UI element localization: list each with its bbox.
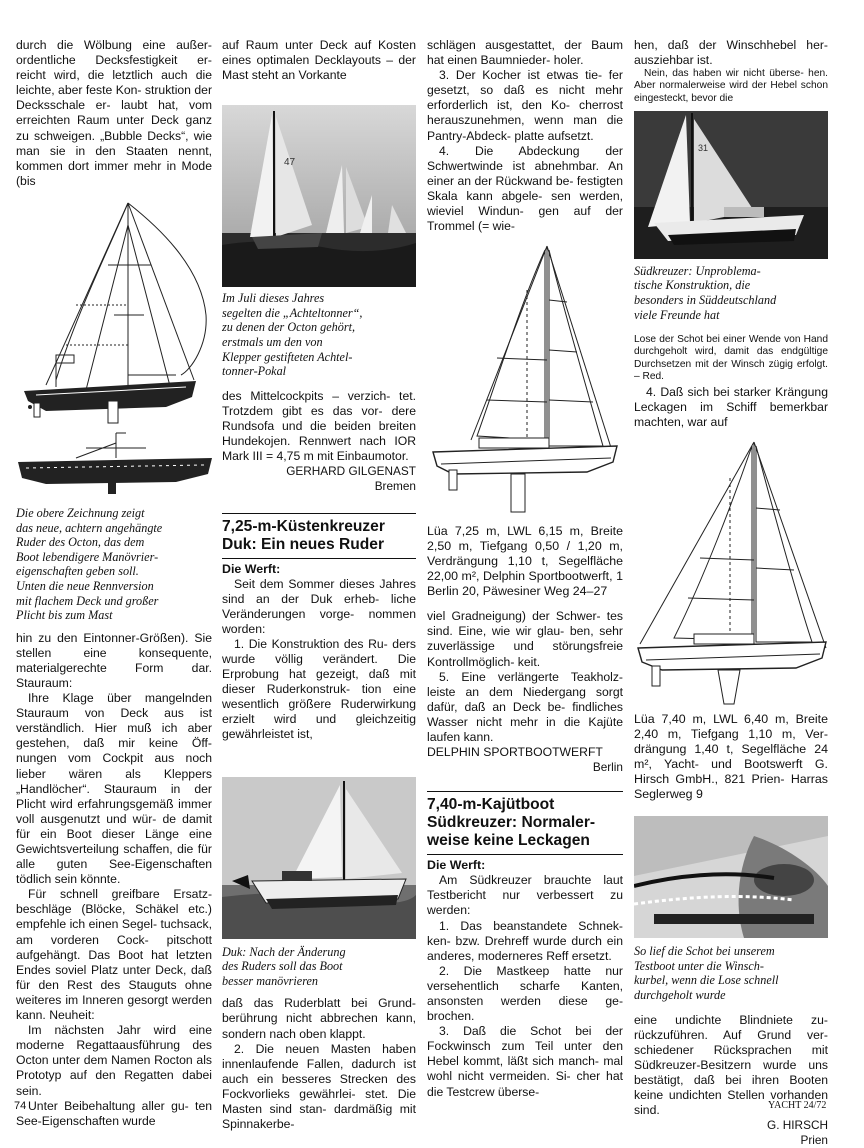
- article-text-octon-body: [16, 631, 212, 1129]
- paragraph: 2. Die neuen Masten haben innenlaufende Fallen, dadurch ist auch ein besseres Strecken des Fockvorlieks gewährlei- stet. Die Masten sind stan- dardmäßig mit Spinnakerbe-: [222, 1041, 416, 1132]
- paragraph: Unter Beibehaltung aller gu- ten See-Eigenschaften wurde: [16, 1098, 212, 1128]
- column-1: [16, 38, 212, 1129]
- svg-text:31: 31: [698, 142, 709, 153]
- column-2: [222, 38, 416, 1132]
- headline-line: 7,25-m-Küstenkreuzer: [222, 517, 385, 535]
- paragraph: schlägen ausgestattet, der Baum hat einen Baumnieder- holer.: [427, 38, 623, 68]
- caption-line: zu denen der Octon gehört,: [222, 320, 356, 335]
- paragraph: Ihre Klage über mangelnden Stauraum von Deck aus ist verständlich. Hier muß ich aber gestehen, daß mir keine Öff- nungen vom Cockpit aus noch lieber wären als Kleppers „Handlöcher“. Stauraum in der Plicht wird erfahrungsgemäß immer voll ausgenutzt und wür- de damit für ein Boot dieser Länge eine Gewichtsverteilung schaffen, die für alle guten See-Eigenschaften tödlich sein könnte.: [16, 691, 212, 887]
- caption-line: segelten die „Achteltonner“,: [222, 305, 363, 320]
- column-3: [427, 38, 623, 1100]
- caption-line: des Ruders soll das Boot: [222, 959, 343, 974]
- caption-line: Boot lebendigere Manövrier-: [16, 549, 159, 564]
- paragraph: Am Südkreuzer brauchte laut Testbericht nur verbessert zu werden:: [427, 873, 623, 918]
- headline-line: 7,40-m-Kajütboot: [427, 796, 555, 814]
- caption-line: kurbel, wenn die Lose schnell: [634, 973, 779, 988]
- duk-headline: [222, 518, 416, 554]
- article-text-duk-end: [427, 609, 623, 745]
- note-text: Nein, das haben wir nicht überse- hen. Aber normalerweise wird der Hebel schon eingesteckt, bevor die: [634, 68, 828, 104]
- paragraph: 1. Die Konstruktion des Ru- ders wurde völlig verändert. Die Erprobung hat gezeigt, daß mit dieser Ruderkonstruk- tion eine wesentlich größere Ruderwirkung erzielt wird und gleichzeitig gewährleistet ist,: [222, 636, 416, 742]
- suedkreuzer-photo-caption: [634, 264, 828, 322]
- section-divider: [222, 558, 416, 559]
- article-text-duk-points: [427, 38, 623, 234]
- article-text-duk-cont: [222, 996, 416, 1132]
- paragraph: des Mittelcockpits – verzich- tet. Trotzdem gibt es das vor- dere Rundsofa und die beiden breiten Hundekojen. Rennwert nach IOR Mark III = 4,75 m mit Einbaumotor.: [222, 388, 416, 464]
- spec-text: Lüa 7,25 m, LWL 6,15 m, Breite 2,50 m, Tiefgang 0,50 / 1,20 m, Verdrängung 1,10 t, Segelfläche 22,00 m², Delphin Sportbootwerft, 1 Berlin 20, Päwesiner Weg 24–27: [427, 524, 623, 599]
- spec-text: Lüa 7,40 m, LWL 6,40 m, Breite 2,40 m, Tiefgang 1,10 m, Ver- drängung 1,40 t, Segelfläche 24 m², Yacht- und Bootswerft G. Hirsch GmbH., 821 Prien- Harras Seglerweg 9: [634, 712, 828, 802]
- paragraph: 5. Eine verlängerte Teakholz- leiste an dem Niedergang sorgt dafür, daß an Deck be- findliches Wasser nicht mehr in die Kajüte laufen kann.: [427, 669, 623, 744]
- paragraph: Für schnell greifbare Ersatz- beschläge (Blöcke, Schäkel etc.) empfehle ich einen Segel- tuchsack, am vorderen Cock- pitschott aufgehängt. Das Boot hat letzten Endes soviel Platz unter Deck, daß für den Rest des Stauguts ohne weiteres im Inneren gesorgt werden kann. Neuheit:: [16, 887, 212, 1023]
- paragraph: hen, daß der Winschhebel her- ausziehbar ist.: [634, 38, 828, 68]
- caption-line: Testboot unter die Winsch-: [634, 958, 764, 973]
- werft-city: Berlin: [592, 760, 623, 775]
- caption-line: tische Konstruktion, die: [634, 278, 751, 293]
- paragraph: 4. Die Abdeckung der Schwertwinde ist abnehmbar. An einer an der Rückwand be- festigten Skala kann abgele- sen werden, wieviel Windun- gen auf der Trommel (= wie-: [427, 143, 623, 234]
- suedkreuzer-headline: [427, 796, 623, 850]
- editor-note-cont: [634, 334, 828, 383]
- article-text-octon-cont: [222, 38, 416, 83]
- caption-line: Duk: Nach der Änderung: [222, 944, 346, 959]
- section-divider: [427, 791, 623, 792]
- suedkreuzer-sail-plan-drawing-icon: [634, 438, 828, 710]
- section-divider: [427, 854, 623, 855]
- headline-line: weise keine Leckagen: [427, 832, 590, 850]
- paragraph: auf Raum unter Deck auf Kosten eines optimalen Decklayouts – der Mast steht an Vorkante: [222, 38, 416, 83]
- octon-race-version-drawing-icon: [16, 428, 212, 500]
- caption-line: So lief die Schot bei unserem: [634, 944, 775, 959]
- caption-line: Südkreuzer: Unproblema-: [634, 263, 761, 278]
- author-city: Prien: [800, 1133, 828, 1148]
- paragraph: durch die Wölbung eine außer- ordentliche Decksfestigkeit er- reicht wird, die letztlich auch die leichte, aber feste Kon- struktion der Decksschale er- laubt hat, vom erreichten Raum unter Deck ganz zu schweigen. „Bubble Decks“, wie man sie in den Staaten nennt, kommen dort immer mehr in Mode (bis: [16, 38, 212, 188]
- editor-note: [634, 68, 828, 105]
- suedkreuzer-sailing-photo-icon: [634, 111, 828, 259]
- article-text-suedkreuzer-cont: [634, 38, 828, 68]
- column-4: [634, 38, 828, 1148]
- paragraph: 2. Die Mastkeep hatte nur versehentlich scharfe Kanten, ansonsten werden diese ge- brochen.: [427, 963, 623, 1024]
- author-signature: GERHARD GILGENAST: [286, 464, 416, 479]
- caption-line: Ruder des Octon, das dem: [16, 535, 145, 550]
- headline-line: Duk: Ein neues Ruder: [222, 535, 385, 553]
- duk-sail-plan-drawing-icon: [427, 240, 623, 520]
- octon-drawing-caption: [16, 506, 212, 623]
- caption-line: mit flachem Deck und großer: [16, 593, 159, 608]
- caption-line: viele Freunde hat: [634, 307, 720, 322]
- article-text-octon-end: [222, 389, 416, 464]
- paragraph: 3. Daß die Schot bei der Fockwinsch zum Teil unter den Hebel kommt, läßt sich manch- mal wohl nicht vermeiden. Si- cher hat die Testcrew überse-: [427, 1024, 623, 1099]
- suedkreuzer-specifications: [634, 712, 828, 802]
- author-signature: G. HIRSCH: [767, 1118, 828, 1133]
- paragraph: 3. Der Kocher ist etwas tie- fer gesetzt, so daß es nicht mehr erforderlich ist, den Ko- cherrost herauszunehmen, wenn man die Pantry-Abdeck- platte aufsetzt.: [427, 68, 623, 143]
- paragraph: Im nächsten Jahr wird eine moderne Regattaausführung des Octon unter dem Namen Rocton als Prototyp auf den Regatten dabei sein.: [16, 1023, 212, 1098]
- duk-photo-caption: [222, 945, 416, 989]
- caption-line: das neue, achtern angehängte: [16, 520, 163, 535]
- caption-line: eigenschaften geben soll.: [16, 564, 139, 579]
- caption-line: Klepper gestifteten Achtel-: [222, 349, 353, 364]
- paragraph: eine undichte Blindniete zu- rückzuführen. Auf Grund ver- schiedener Rücksprachen mit Südkreuzer-Besitzern wurde uns bestätigt, daß bei ihren Booten keine undichten Stellen vorhanden sind.: [634, 1012, 828, 1118]
- author-city: Bremen: [374, 479, 416, 494]
- article-text-suedkreuzer: [427, 873, 623, 1099]
- paragraph: 1. Das beanstandete Schnek- ken- bzw. Drehreff wurde durch ein anderes, moderneres Reff ersetzt.: [427, 918, 623, 963]
- caption-line: erstmals um den von: [222, 335, 323, 350]
- paragraph: hin zu den Eintonner-Größen). Sie stellen eine konsequente, materialgerechte Form dar. Stauraum:: [16, 630, 212, 690]
- article-text-leckagen: [634, 385, 828, 430]
- caption-line: Unten die neue Rennversion: [16, 578, 154, 593]
- winch-sheet-photo-icon: [634, 816, 828, 938]
- caption-line: tonner-Pokal: [222, 364, 287, 379]
- duk-sailing-photo-icon: [222, 777, 416, 939]
- caption-line: Im Juli dieses Jahres: [222, 291, 325, 306]
- werft-label: Die Werft:: [222, 561, 281, 576]
- page-number: 74: [14, 1100, 27, 1112]
- achteltonner-regatta-photo-icon: [222, 105, 416, 287]
- werft-label: Die Werft:: [427, 858, 486, 873]
- octon-rigging-drawing-icon: [16, 195, 212, 428]
- caption-line: besser manövrieren: [222, 973, 319, 988]
- caption-line: durchgeholt wurde: [634, 988, 726, 1003]
- magazine-issue: YACHT 24/72: [768, 1100, 827, 1111]
- paragraph: daß das Ruderblatt bei Grund- berührung nicht abbrechen kann, sondern nach oben klappt.: [222, 996, 416, 1041]
- article-text-octon-intro: [16, 38, 212, 189]
- duk-specifications: [427, 524, 623, 599]
- note-text: Lose der Schot bei einer Wende von Hand durchgeholt wird, damit das endgültige Durchsetzen mit der Winsch zügig erfolgt. – Red.: [634, 334, 828, 382]
- winch-photo-caption: [634, 944, 828, 1002]
- paragraph: 4. Daß sich bei starker Krängung Leckagen im Schiff bemerkbar machten, war auf: [634, 384, 828, 430]
- headline-line: Südkreuzer: Normaler-: [427, 814, 596, 832]
- caption-line: Die obere Zeichnung zeigt: [16, 505, 145, 520]
- caption-line: besonders in Süddeutschland: [634, 292, 777, 307]
- caption-line: Plicht bis zum Mast: [16, 608, 113, 623]
- paragraph: Seit dem Sommer dieses Jahres sind an der Duk erheb- liche Veränderungen vorge- nommen worden:: [222, 576, 416, 636]
- svg-text:47: 47: [284, 157, 296, 169]
- section-divider: [222, 513, 416, 514]
- werft-signature: DELPHIN SPORTBOOTWERFT: [427, 745, 603, 760]
- article-text-duk: [222, 577, 416, 743]
- paragraph: viel Gradneigung) der Schwer- tes sind. Eine, wie wir glau- ben, sehr zuverlässige und störungsfreie Kontrollmöglich- keit.: [427, 609, 623, 669]
- regatta-photo-caption: [222, 291, 416, 379]
